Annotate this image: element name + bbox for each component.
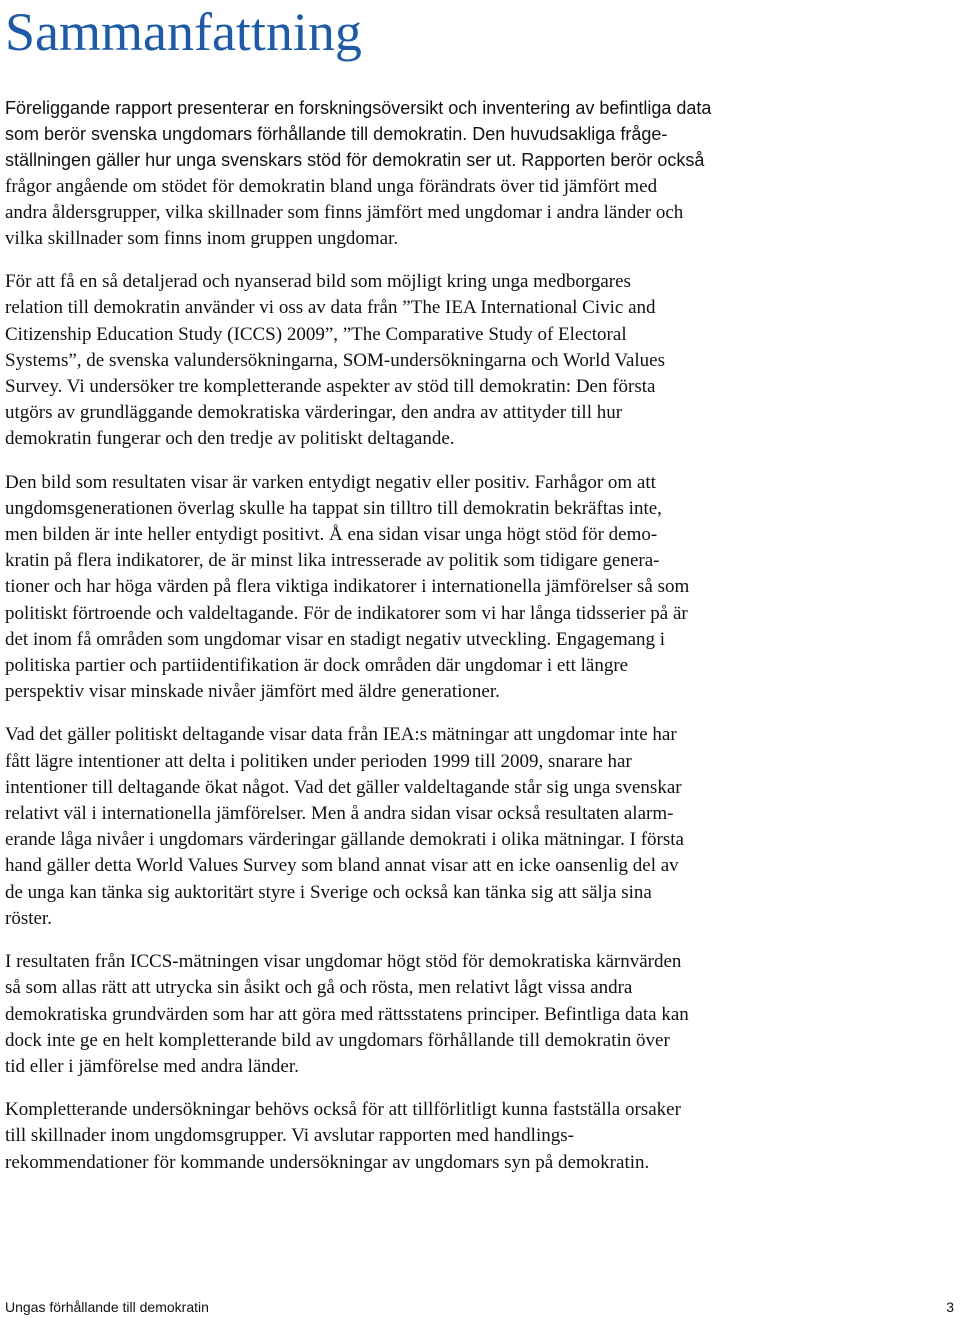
text-line: fått lägre intentioner att delta i politiken under perioden 1999 till 2009, snarare har <box>5 750 632 772</box>
text-line: Vad det gäller politiskt deltagande visar data från IEA:s mätningar att ungdomar inte har <box>5 724 677 746</box>
text-line: ungdomsgenerationen överlag skulle ha tappat sin tilltro till demokratin bekräftas inte, <box>5 497 662 519</box>
text-line: politiskt förtroende och valdeltagande. För de indikatorer som vi har långa tidsserier på är <box>5 602 688 624</box>
text-line: som berör svenska ungdomars förhållande till demokratin. Den huvudsakliga fråge- <box>5 124 668 145</box>
text-line: Citizenship Education Study (ICCS) 2009”, ”The Comparative Study of Electoral <box>5 323 627 345</box>
document-body <box>5 95 823 1193</box>
text-line: perspektiv visar minskade nivåer jämfört med äldre generationer. <box>5 681 500 703</box>
paragraph-1 <box>5 95 823 252</box>
text-line: kratin på flera indikatorer, de är minst lika intresserade av politik som tidigare genera- <box>5 550 660 572</box>
paragraph-5 <box>5 949 823 1080</box>
text-line: det inom få områden som ungdomar visar en stadigt negativ utveckling. Engagemang i <box>5 628 666 650</box>
text-line: röster. <box>5 907 52 929</box>
paragraph-3 <box>5 470 823 706</box>
text-line: Kompletterande undersökningar behövs också för att tillförlitligt kunna fastställa orsaker <box>5 1099 681 1121</box>
text-line: så som allas rätt att utrycka sin åsikt och gå och rösta, men relativt lågt vissa andra <box>5 977 633 999</box>
text-line: intentioner till deltagande ökat något. Vad det gäller valdeltagande står sig unga svenskar <box>5 776 682 798</box>
text-line: dock inte ge en helt kompletterande bild av ungdomars förhållande till demokratin över <box>5 1029 670 1051</box>
text-line: frågor angående om stödet för demokratin bland unga förändrats över tid jämfört med <box>5 175 658 197</box>
text-line: relation till demokratin använder vi oss av data från ”The IEA International Civic and <box>5 297 656 319</box>
text-line: Föreliggande rapport presenterar en forskningsöversikt och inventering av befintliga data <box>5 98 712 118</box>
text-line: vilka skillnader som finns inom gruppen ungdomar. <box>5 228 399 250</box>
text-line: I resultaten från ICCS-mätningen visar ungdomar högt stöd för demokratiska kärnvärden <box>5 951 682 973</box>
footer-page-number: 3 <box>946 1299 954 1315</box>
text-line: till skillnader inom ungdomsgrupper. Vi avslutar rapporten med handlings- <box>5 1125 574 1147</box>
text-line: erande låga nivåer i ungdomars värderingar gällande demokrati i olika mätningar. I första <box>5 829 684 851</box>
text-line: politiska partier och partiidentifikation är dock områden där ungdomar i ett längre <box>5 655 629 677</box>
paragraph-6 <box>5 1097 823 1176</box>
text-line: hand gäller detta World Values Survey som bland annat visar att en icke oansenlig del av <box>5 855 679 877</box>
text-line: ställningen gäller hur unga svenskars stöd för demokratin ser ut. Rapporten berör också <box>5 150 705 171</box>
text-line: men bilden är inte heller entydigt positivt. Å ena sidan visar unga högt stöd för demo- <box>5 524 658 546</box>
text-line: utgörs av grundläggande demokratiska värderingar, den andra av attityder till hur <box>5 402 623 424</box>
text-line: andra åldersgrupper, vilka skillnader som finns jämfört med ungdomar i andra länder och <box>5 201 684 223</box>
text-line: demokratin fungerar och den tredje av politiskt deltagande. <box>5 428 455 450</box>
text-line: de unga kan tänka sig auktoritärt styre i Sverige och också kan tänka sig att sälja sina <box>5 881 652 903</box>
text-line: För att få en så detaljerad och nyanserad bild som möjligt kring unga medborgares <box>5 271 631 293</box>
paragraph-2 <box>5 269 823 452</box>
paragraph-4 <box>5 722 823 932</box>
text-line: tioner och har höga värden på flera viktiga indikatorer i internationella jämförelser så som <box>5 576 690 598</box>
text-line: Den bild som resultaten visar är varken entydigt negativ eller positiv. Farhågor om att <box>5 471 656 493</box>
page-title: Sammanfattning <box>5 2 362 62</box>
text-line: demokratiska grundvärden som har att göra med rättsstatens principer. Befintliga data kan <box>5 1003 689 1025</box>
text-line: tid eller i jämförelse med andra länder. <box>5 1055 299 1077</box>
text-line: Systems”, de svenska valundersökningarna, SOM-undersökningarna och World Values <box>5 349 666 371</box>
footer-document-title: Ungas förhållande till demokratin <box>5 1299 209 1315</box>
text-line: rekommendationer för kommande undersökningar av ungdomars syn på demokratin. <box>5 1151 650 1173</box>
text-line: Survey. Vi undersöker tre kompletterande aspekter av stöd till demokratin: Den första <box>5 376 656 398</box>
text-line: relativt väl i internationella jämförelser. Men å andra sidan visar också resultaten alarm- <box>5 803 674 825</box>
